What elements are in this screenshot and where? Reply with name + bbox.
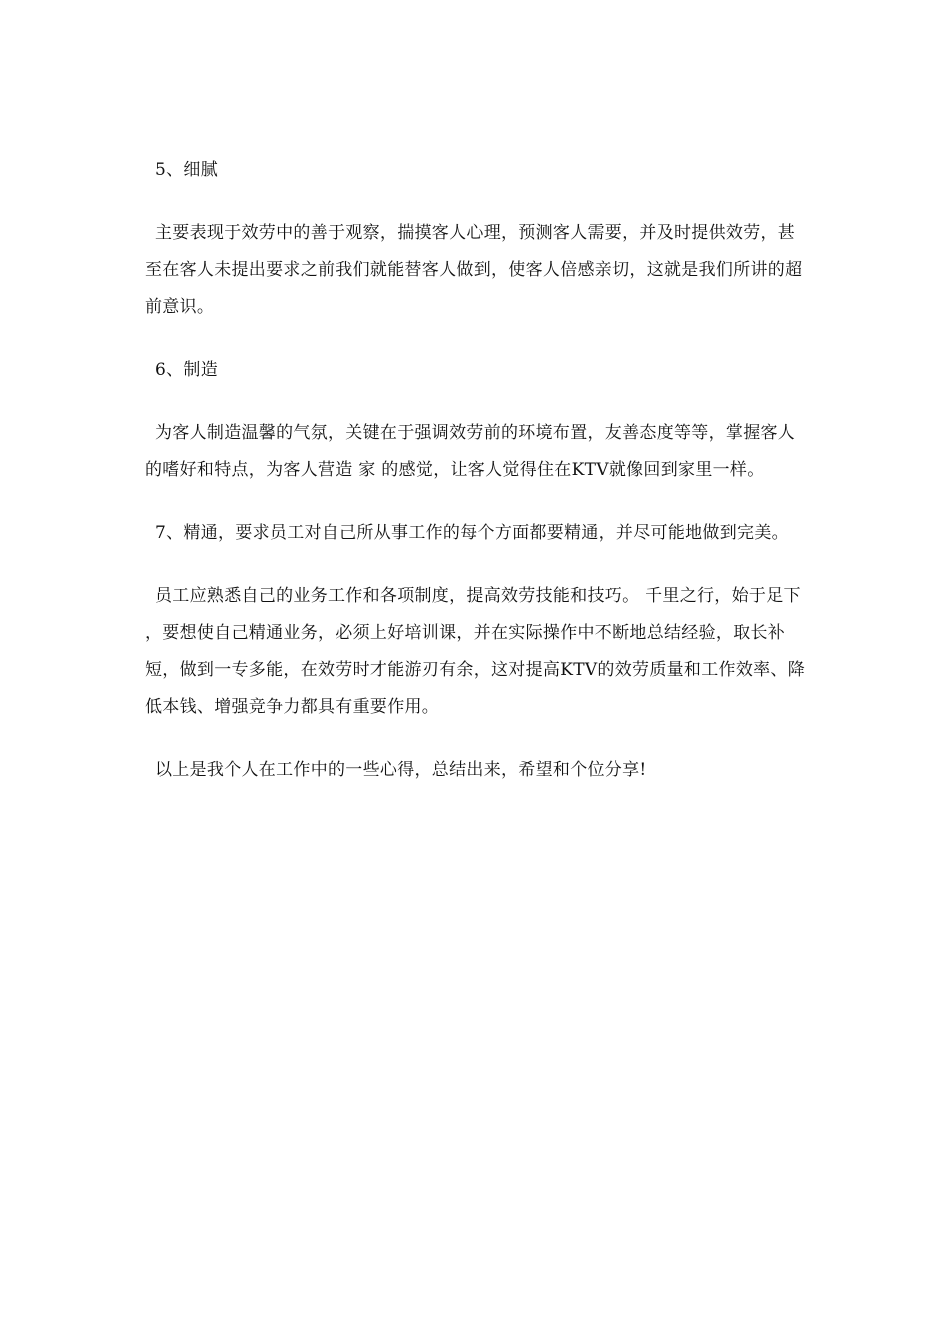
section-heading-6: 6、制造 xyxy=(155,360,219,380)
paragraph-proficiency: 7、精通，要求员工对自己所从事工作的每个方面都要精通，并尽可能地做到完美。 xyxy=(155,523,789,543)
document-body xyxy=(145,152,810,815)
paragraph-closing: 以上是我个人在工作中的一些心得，总结出来，希望和个位分享! xyxy=(155,760,647,780)
paragraph-attentive: 主要表现于效劳中的善于观察，揣摸客人心理，预测客人需要，并及时提供效劳，甚至在客人未提出要求之前我们就能替客人做到，使客人倍感亲切，这就是我们所讲的超前意识。 xyxy=(145,223,803,317)
paragraph-training: 员工应熟悉自己的业务工作和各项制度，提高效劳技能和技巧。 千里之行，始于足下 ，要想使自己精通业务，必须上好培训课，并在实际操作中不断地总结经验，取长补短，做到一专多能，在效劳时才能游刃有余，这对提高KTV的效劳质量和工作效率、降低本钱、增强竞争力都具有重要作用。 xyxy=(145,586,807,717)
paragraph-atmosphere: 为客人制造温馨的气氛，关键在于强调效劳前的环境布置，友善态度等等，掌握客人的嗜好和特点，为客人营造 家 的感觉，让客人觉得住在KTV就像回到家里一样。 xyxy=(145,423,796,480)
section-heading-5: 5、细腻 xyxy=(155,160,219,180)
